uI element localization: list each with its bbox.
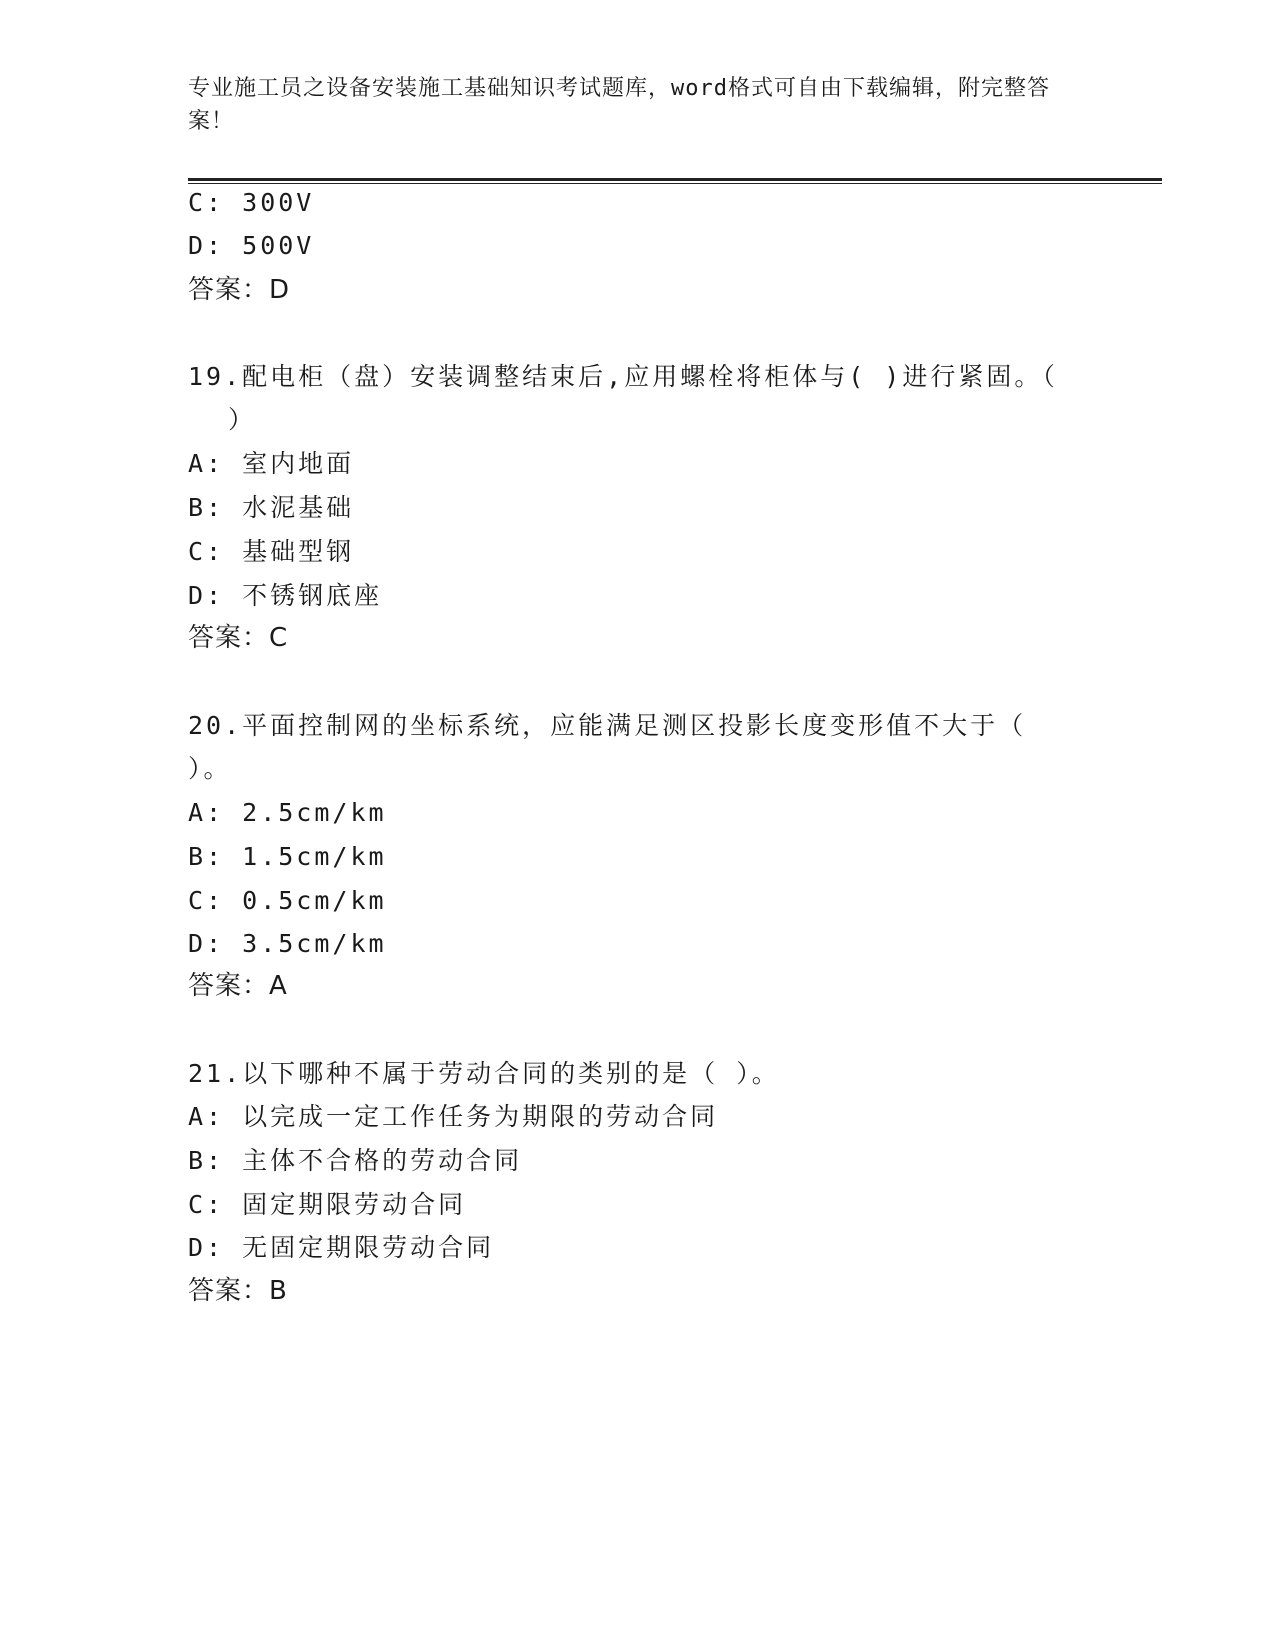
answer-label: 答案：D [188,275,291,305]
question-20-answer: 答案：A [188,971,288,1001]
question-20-text-cont: ）。 [188,754,232,783]
question-21-option-b: B: 主体不合格的劳动合同 [188,1146,523,1175]
question-21-option-d: D: 无固定期限劳动合同 [188,1233,495,1262]
option-c: C: 300V [188,188,315,217]
header-divider-thin [188,183,1162,184]
question-21-text: 21.以下哪种不属于劳动合同的类别的是（ ）。 [188,1059,780,1088]
question-19-option-a: A: 室内地面 [188,449,355,478]
question-21-option-a: A: 以完成一定工作任务为期限的劳动合同 [188,1102,719,1131]
question-19-option-c: C: 基础型钢 [188,537,355,566]
question-20-option-d: D: 3.5cm/km [188,929,387,958]
question-19-answer: 答案：C [188,623,289,653]
question-19-text: 19.配电柜（盘）安装调整结束后,应用螺栓将柜体与( )进行紧固。（ [188,362,1058,391]
question-19-option-d: D: 不锈钢底座 [188,581,383,610]
question-21-option-c: C: 固定期限劳动合同 [188,1190,467,1219]
question-19-option-b: B: 水泥基础 [188,493,355,522]
question-20-option-b: B: 1.5cm/km [188,842,387,871]
header-divider-thick [188,178,1162,181]
question-20-option-c: C: 0.5cm/km [188,886,387,915]
option-d: D: 500V [188,231,315,260]
question-19-text-cont: ） [228,405,257,434]
question-20-option-a: A: 2.5cm/km [188,798,387,827]
question-21-answer: 答案：B [188,1276,288,1306]
question-20-text: 20.平面控制网的坐标系统，应能满足测区投影长度变形值不大于（ [188,711,1027,740]
document-header: 专业施工员之设备安装施工基础知识考试题库，word格式可自由下载编辑，附完整答案！ [188,76,1050,134]
